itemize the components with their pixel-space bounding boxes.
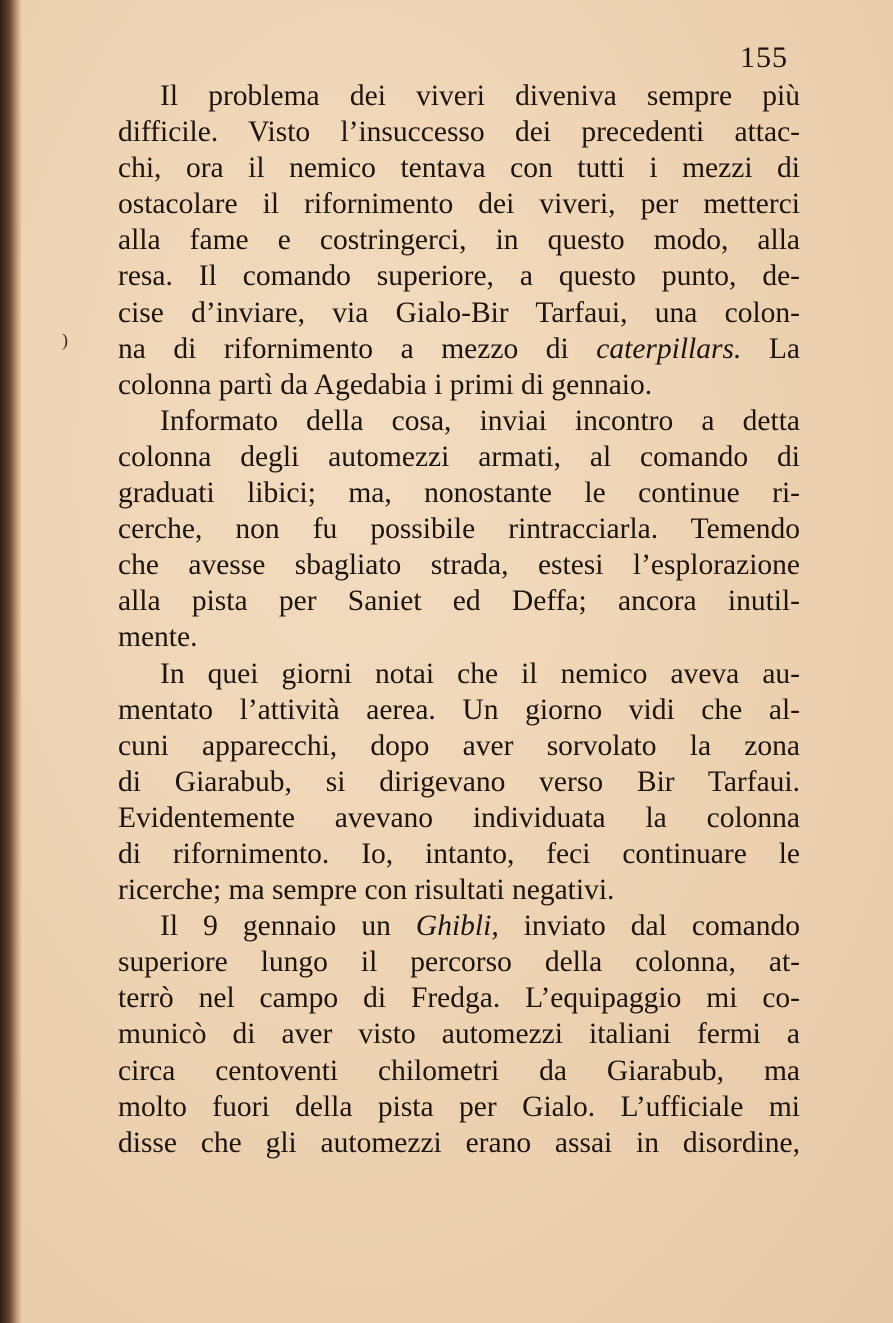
text-line: cise d’inviare, via Gialo-Bir Tarfaui, una colon- [118,296,800,329]
text-line: resa. Il comando superiore, a questo punto, de- [118,260,800,293]
text-line: alla pista per Saniet ed Deffa; ancora inutil- [118,585,800,618]
text-line: graduati libici; ma, nonostante le continue ri- [118,477,800,510]
text-line: municò di aver visto automezzi italiani fermi a [118,1018,800,1051]
text-segment: inviato dal comando [498,910,801,943]
text-segment: La [741,332,801,365]
text-line: che avesse sbagliato strada, estesi l’esplorazione [118,549,800,582]
text-line: colonna partì da Agedabia i primi di gennaio. [118,368,653,401]
book-binding-shadow [0,0,22,1323]
italic-term: Ghibli, [415,910,499,943]
text-line: difficile. Visto l’insuccesso dei precedenti attac- [118,116,800,149]
text-line: Il problema dei viveri diveniva sempre più [160,80,800,112]
text-line: chi, ora il nemico tentava con tutti i mezzi di [118,152,800,185]
text-line [118,908,800,944]
text-line: disse che gli automezzi erano assai in disordine, [118,1126,800,1159]
text-line: mentato l’attività aerea. Un giorno vidi che al- [118,693,800,726]
text-line: terrò nel campo di Fredga. L’equipaggio mi co- [118,982,800,1015]
text-line: Evidentemente avevano individuata la colonna [118,801,800,834]
page-number: 155 [740,41,788,74]
text-line: circa centoventi chilometri da Giarabub, ma [118,1054,800,1087]
text-line: Informato della cosa, inviai incontro a detta [160,404,800,437]
text-line: cerche, non fu possibile rintracciarla. Temendo [118,513,800,546]
text-segment: Il 9 gennaio un [160,910,416,943]
text-line: mente. [118,621,198,654]
text-line: di rifornimento. Io, intanto, feci continuare le [118,837,800,870]
italic-term: caterpillars. [596,332,742,365]
text-line: molto fuori della pista per Gialo. L’ufficiale mi [118,1090,800,1123]
text-line: ricerche; ma sempre con risultati negativi. [118,874,615,907]
text-line: In quei giorni notai che il nemico aveva au- [160,657,800,690]
text-line: cuni apparecchi, dopo aver sorvolato la zona [118,729,800,762]
text-segment: na di rifornimento a mezzo di [118,332,597,365]
text-line [118,331,800,367]
text-line: alla fame e costringerci, in questo modo, alla [118,224,800,257]
text-line: ostacolare il rifornimento dei viveri, per metterci [118,188,800,221]
text-line: di Giarabub, si dirigevano verso Bir Tarfaui. [118,765,800,798]
text-line: superiore lungo il percorso della colonna, at- [118,946,800,979]
text-line: colonna degli automezzi armati, al comando di [118,440,800,473]
margin-mark: ) [62,330,68,350]
body-text [118,78,800,1161]
